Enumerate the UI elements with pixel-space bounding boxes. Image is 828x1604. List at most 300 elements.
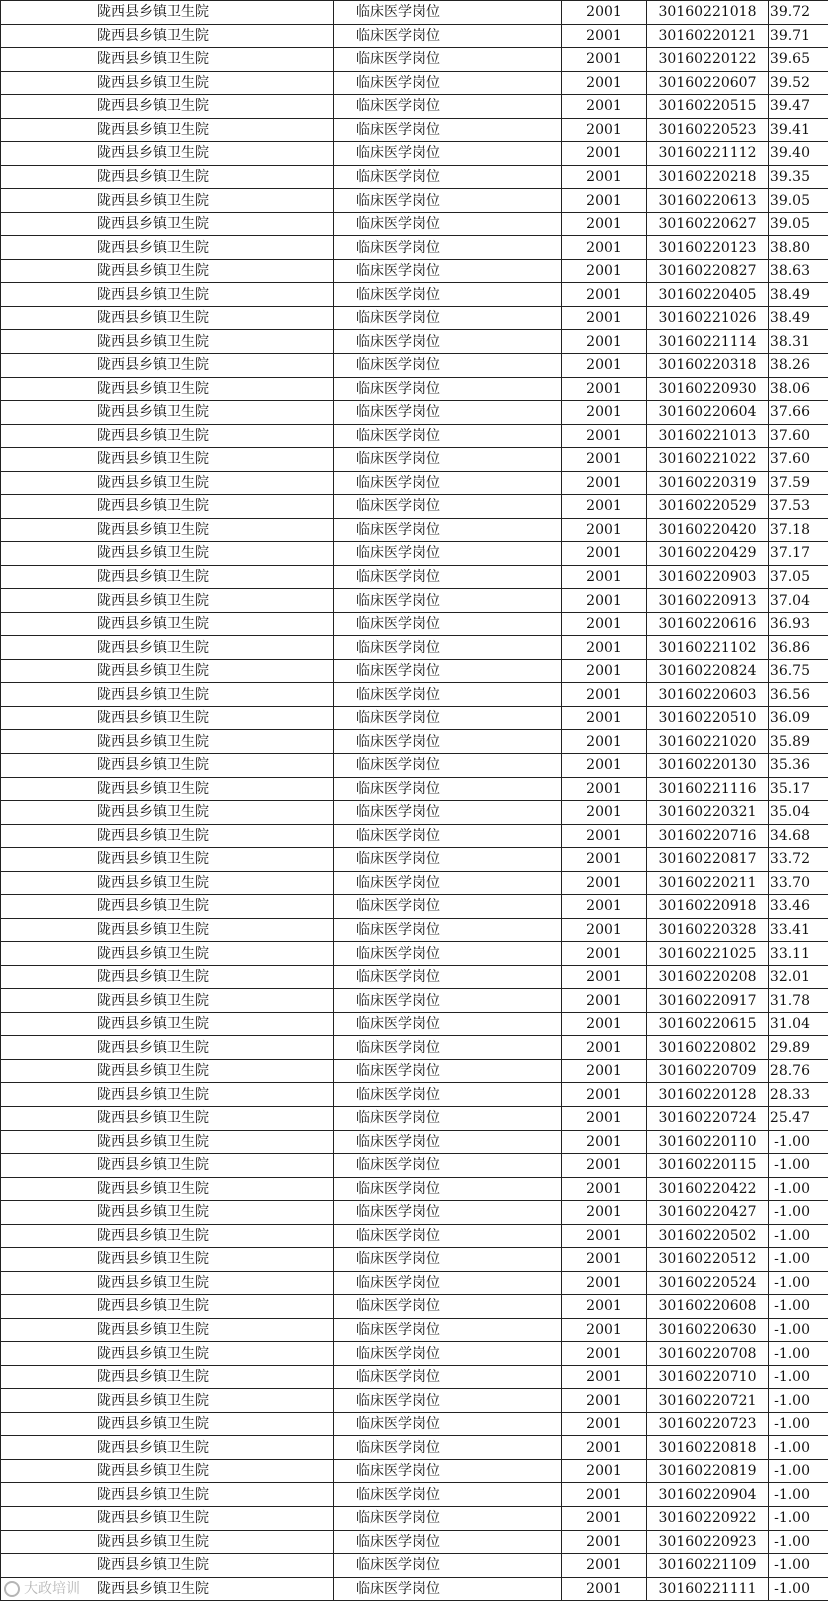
post-code-cell: 2001 <box>562 730 647 754</box>
score-cell: 34.68 <box>769 824 828 848</box>
post-code-cell: 2001 <box>562 118 647 142</box>
score-cell: 38.63 <box>769 259 828 283</box>
ticket-number-cell: 30160220802 <box>647 1036 769 1060</box>
ticket-number-cell: 30160221025 <box>647 942 769 966</box>
unit-name-cell: 陇西县乡镇卫生院 <box>1 1248 334 1272</box>
ticket-number-cell: 30160220903 <box>647 565 769 589</box>
table-row <box>1 24 828 48</box>
unit-name-cell: 陇西县乡镇卫生院 <box>1 1154 334 1178</box>
score-cell: 37.05 <box>769 565 828 589</box>
ticket-number-cell: 30160221102 <box>647 636 769 660</box>
table-row <box>1 448 828 472</box>
post-name-cell: 临床医学岗位 <box>334 1177 562 1201</box>
post-name-cell: 临床医学岗位 <box>334 212 562 236</box>
score-cell: 39.40 <box>769 142 828 166</box>
post-name-cell: 临床医学岗位 <box>334 24 562 48</box>
ticket-number-cell: 30160220616 <box>647 612 769 636</box>
post-name-cell: 临床医学岗位 <box>334 142 562 166</box>
post-name-cell: 临床医学岗位 <box>334 48 562 72</box>
unit-name-cell: 陇西县乡镇卫生院 <box>1 1530 334 1554</box>
score-cell: 25.47 <box>769 1106 828 1130</box>
score-cell: 35.89 <box>769 730 828 754</box>
post-code-cell: 2001 <box>562 353 647 377</box>
ticket-number-cell: 30160220130 <box>647 754 769 778</box>
ticket-number-cell: 30160220627 <box>647 212 769 236</box>
table-row <box>1 1201 828 1225</box>
post-name-cell: 临床医学岗位 <box>334 1271 562 1295</box>
table-row <box>1 306 828 330</box>
post-name-cell: 临床医学岗位 <box>334 283 562 307</box>
score-cell: 39.47 <box>769 95 828 119</box>
ticket-number-cell: 30160220208 <box>647 965 769 989</box>
post-name-cell: 临床医学岗位 <box>334 71 562 95</box>
unit-name-cell: 陇西县乡镇卫生院 <box>1 377 334 401</box>
post-code-cell: 2001 <box>562 448 647 472</box>
ticket-number-cell: 30160220913 <box>647 589 769 613</box>
table-row <box>1 518 828 542</box>
score-cell: 36.56 <box>769 683 828 707</box>
unit-name-cell: 陇西县乡镇卫生院 <box>1 1459 334 1483</box>
post-name-cell: 临床医学岗位 <box>334 683 562 707</box>
score-cell: -1.00 <box>769 1554 828 1578</box>
table-row <box>1 71 828 95</box>
ticket-number-cell: 30160220608 <box>647 1295 769 1319</box>
ticket-number-cell: 30160220709 <box>647 1059 769 1083</box>
post-code-cell: 2001 <box>562 1342 647 1366</box>
post-name-cell: 临床医学岗位 <box>334 1436 562 1460</box>
post-code-cell: 2001 <box>562 1459 647 1483</box>
table-row <box>1 1530 828 1554</box>
ticket-number-cell: 30160220110 <box>647 1130 769 1154</box>
post-code-cell: 2001 <box>562 1130 647 1154</box>
unit-name-cell: 陇西县乡镇卫生院 <box>1 1436 334 1460</box>
ticket-number-cell: 30160220930 <box>647 377 769 401</box>
unit-name-cell: 陇西县乡镇卫生院 <box>1 48 334 72</box>
score-cell: -1.00 <box>769 1201 828 1225</box>
ticket-number-cell: 30160220630 <box>647 1318 769 1342</box>
unit-name-cell: 陇西县乡镇卫生院 <box>1 848 334 872</box>
score-cell: 29.89 <box>769 1036 828 1060</box>
score-cell: 33.11 <box>769 942 828 966</box>
post-code-cell: 2001 <box>562 1177 647 1201</box>
ticket-number-cell: 30160220510 <box>647 706 769 730</box>
score-cell: 37.59 <box>769 471 828 495</box>
post-code-cell: 2001 <box>562 1530 647 1554</box>
ticket-number-cell: 30160220211 <box>647 871 769 895</box>
unit-name-cell: 陇西县乡镇卫生院 <box>1 448 334 472</box>
ticket-number-cell: 30160220710 <box>647 1365 769 1389</box>
unit-name-cell: 陇西县乡镇卫生院 <box>1 1106 334 1130</box>
unit-name-cell: 陇西县乡镇卫生院 <box>1 401 334 425</box>
score-cell: -1.00 <box>769 1248 828 1272</box>
ticket-number-cell: 30160220604 <box>647 401 769 425</box>
unit-name-cell: 陇西县乡镇卫生院 <box>1 659 334 683</box>
table-row <box>1 283 828 307</box>
post-code-cell: 2001 <box>562 1577 647 1601</box>
unit-name-cell: 陇西县乡镇卫生院 <box>1 236 334 260</box>
post-code-cell: 2001 <box>562 1389 647 1413</box>
post-name-cell: 临床医学岗位 <box>334 612 562 636</box>
post-code-cell: 2001 <box>562 24 647 48</box>
ticket-number-cell: 30160220218 <box>647 165 769 189</box>
unit-name-cell: 陇西县乡镇卫生院 <box>1 212 334 236</box>
post-name-cell: 临床医学岗位 <box>334 236 562 260</box>
post-name-cell: 临床医学岗位 <box>334 401 562 425</box>
score-cell: 38.31 <box>769 330 828 354</box>
ticket-number-cell: 30160220615 <box>647 1012 769 1036</box>
post-code-cell: 2001 <box>562 1412 647 1436</box>
table-row <box>1 424 828 448</box>
post-code-cell: 2001 <box>562 1483 647 1507</box>
unit-name-cell: 陇西县乡镇卫生院 <box>1 1 334 25</box>
post-code-cell: 2001 <box>562 471 647 495</box>
table-row <box>1 1342 828 1366</box>
post-code-cell: 2001 <box>562 589 647 613</box>
ticket-number-cell: 30160220818 <box>647 1436 769 1460</box>
table-row <box>1 1577 828 1601</box>
ticket-number-cell: 30160220122 <box>647 48 769 72</box>
unit-name-cell: 陇西县乡镇卫生院 <box>1 518 334 542</box>
score-cell: -1.00 <box>769 1295 828 1319</box>
post-name-cell: 临床医学岗位 <box>334 118 562 142</box>
unit-name-cell: 陇西县乡镇卫生院 <box>1 1412 334 1436</box>
post-code-cell: 2001 <box>562 259 647 283</box>
unit-name-cell: 陇西县乡镇卫生院 <box>1 801 334 825</box>
ticket-number-cell: 30160220817 <box>647 848 769 872</box>
table-row <box>1 330 828 354</box>
score-cell: -1.00 <box>769 1365 828 1389</box>
table-row <box>1 918 828 942</box>
post-code-cell: 2001 <box>562 1554 647 1578</box>
ticket-number-cell: 30160220429 <box>647 542 769 566</box>
post-code-cell: 2001 <box>562 1248 647 1272</box>
table-row <box>1 1036 828 1060</box>
score-cell: 36.93 <box>769 612 828 636</box>
post-code-cell: 2001 <box>562 330 647 354</box>
unit-name-cell: 陇西县乡镇卫生院 <box>1 71 334 95</box>
post-code-cell: 2001 <box>562 965 647 989</box>
table-row <box>1 871 828 895</box>
post-name-cell: 临床医学岗位 <box>334 1059 562 1083</box>
score-cell: 37.17 <box>769 542 828 566</box>
score-cell: 39.35 <box>769 165 828 189</box>
post-name-cell: 临床医学岗位 <box>334 1389 562 1413</box>
post-name-cell: 临床医学岗位 <box>334 1412 562 1436</box>
post-name-cell: 临床医学岗位 <box>334 1507 562 1531</box>
table-row <box>1 1083 828 1107</box>
table-row <box>1 495 828 519</box>
unit-name-cell: 陇西县乡镇卫生院 <box>1 1083 334 1107</box>
table-row <box>1 1436 828 1460</box>
post-name-cell: 临床医学岗位 <box>334 424 562 448</box>
post-name-cell: 临床医学岗位 <box>334 448 562 472</box>
unit-name-cell: 陇西县乡镇卫生院 <box>1 1201 334 1225</box>
score-cell: 31.78 <box>769 989 828 1013</box>
score-cell: 31.04 <box>769 1012 828 1036</box>
unit-name-cell: 陇西县乡镇卫生院 <box>1 306 334 330</box>
table-row <box>1 824 828 848</box>
table-row <box>1 683 828 707</box>
table-row <box>1 1012 828 1036</box>
post-code-cell: 2001 <box>562 401 647 425</box>
post-name-cell: 临床医学岗位 <box>334 754 562 778</box>
ticket-number-cell: 30160220607 <box>647 71 769 95</box>
table-row <box>1 1318 828 1342</box>
post-name-cell: 临床医学岗位 <box>334 165 562 189</box>
table-row <box>1 801 828 825</box>
post-name-cell: 临床医学岗位 <box>334 1130 562 1154</box>
post-code-cell: 2001 <box>562 801 647 825</box>
ticket-number-cell: 30160220819 <box>647 1459 769 1483</box>
unit-name-cell: 陇西县乡镇卫生院 <box>1 565 334 589</box>
score-cell: 37.53 <box>769 495 828 519</box>
unit-name-cell: 陇西县乡镇卫生院 <box>1 142 334 166</box>
score-cell: -1.00 <box>769 1483 828 1507</box>
score-cell: -1.00 <box>769 1130 828 1154</box>
post-code-cell: 2001 <box>562 1 647 25</box>
table-row <box>1 777 828 801</box>
unit-name-cell: 陇西县乡镇卫生院 <box>1 353 334 377</box>
score-cell: 33.46 <box>769 895 828 919</box>
unit-name-cell: 陇西县乡镇卫生院 <box>1 1295 334 1319</box>
post-code-cell: 2001 <box>562 495 647 519</box>
score-cell: 39.52 <box>769 71 828 95</box>
ticket-number-cell: 30160221109 <box>647 1554 769 1578</box>
post-name-cell: 临床医学岗位 <box>334 1295 562 1319</box>
ticket-number-cell: 30160220121 <box>647 24 769 48</box>
score-cell: 36.75 <box>769 659 828 683</box>
ticket-number-cell: 30160221116 <box>647 777 769 801</box>
table-row <box>1 1154 828 1178</box>
score-cell: 37.60 <box>769 448 828 472</box>
table-row <box>1 1224 828 1248</box>
unit-name-cell: 陇西县乡镇卫生院 <box>1 871 334 895</box>
table-row <box>1 1483 828 1507</box>
post-name-cell: 临床医学岗位 <box>334 1459 562 1483</box>
score-cell: 35.36 <box>769 754 828 778</box>
unit-name-cell: 陇西县乡镇卫生院 <box>1 824 334 848</box>
unit-name-cell: 陇西县乡镇卫生院 <box>1 1577 334 1601</box>
score-cell: 39.05 <box>769 212 828 236</box>
score-cell: -1.00 <box>769 1342 828 1366</box>
table-row <box>1 1106 828 1130</box>
score-cell: 38.49 <box>769 306 828 330</box>
score-cell: 39.65 <box>769 48 828 72</box>
table-row <box>1 1365 828 1389</box>
post-code-cell: 2001 <box>562 1507 647 1531</box>
post-name-cell: 临床医学岗位 <box>334 871 562 895</box>
unit-name-cell: 陇西县乡镇卫生院 <box>1 1483 334 1507</box>
ticket-number-cell: 30160221022 <box>647 448 769 472</box>
table-row <box>1 142 828 166</box>
post-name-cell: 临床医学岗位 <box>334 659 562 683</box>
ticket-number-cell: 30160221013 <box>647 424 769 448</box>
table-row <box>1 965 828 989</box>
ticket-number-cell: 30160220917 <box>647 989 769 1013</box>
post-name-cell: 临床医学岗位 <box>334 824 562 848</box>
unit-name-cell: 陇西县乡镇卫生院 <box>1 1389 334 1413</box>
post-code-cell: 2001 <box>562 1201 647 1225</box>
post-code-cell: 2001 <box>562 848 647 872</box>
table-row <box>1 471 828 495</box>
ticket-number-cell: 30160220318 <box>647 353 769 377</box>
ticket-number-cell: 30160220524 <box>647 1271 769 1295</box>
post-code-cell: 2001 <box>562 306 647 330</box>
score-cell: 38.80 <box>769 236 828 260</box>
score-cell: 35.17 <box>769 777 828 801</box>
post-code-cell: 2001 <box>562 377 647 401</box>
post-name-cell: 临床医学岗位 <box>334 1 562 25</box>
ticket-number-cell: 30160220427 <box>647 1201 769 1225</box>
table-row <box>1 118 828 142</box>
post-name-cell: 临床医学岗位 <box>334 918 562 942</box>
table-row <box>1 1389 828 1413</box>
table-row <box>1 942 828 966</box>
table-row <box>1 636 828 660</box>
ticket-number-cell: 30160221026 <box>647 306 769 330</box>
unit-name-cell: 陇西县乡镇卫生院 <box>1 1271 334 1295</box>
post-name-cell: 临床医学岗位 <box>334 518 562 542</box>
post-name-cell: 临床医学岗位 <box>334 95 562 119</box>
score-cell: 35.04 <box>769 801 828 825</box>
score-cell: -1.00 <box>769 1318 828 1342</box>
table-row <box>1 542 828 566</box>
unit-name-cell: 陇西县乡镇卫生院 <box>1 1554 334 1578</box>
post-name-cell: 临床医学岗位 <box>334 1083 562 1107</box>
watermark-logo-icon <box>4 1581 20 1597</box>
score-cell: -1.00 <box>769 1271 828 1295</box>
post-name-cell: 临床医学岗位 <box>334 306 562 330</box>
post-code-cell: 2001 <box>562 1012 647 1036</box>
post-code-cell: 2001 <box>562 565 647 589</box>
ticket-number-cell: 30160220319 <box>647 471 769 495</box>
post-name-cell: 临床医学岗位 <box>334 636 562 660</box>
unit-name-cell: 陇西县乡镇卫生院 <box>1 1130 334 1154</box>
ticket-number-cell: 30160220115 <box>647 1154 769 1178</box>
post-name-cell: 临床医学岗位 <box>334 706 562 730</box>
post-code-cell: 2001 <box>562 189 647 213</box>
table-row <box>1 1248 828 1272</box>
post-code-cell: 2001 <box>562 424 647 448</box>
score-cell: -1.00 <box>769 1577 828 1601</box>
table-row <box>1 1271 828 1295</box>
unit-name-cell: 陇西县乡镇卫生院 <box>1 942 334 966</box>
unit-name-cell: 陇西县乡镇卫生院 <box>1 1507 334 1531</box>
score-cell: 28.33 <box>769 1083 828 1107</box>
score-cell: 37.04 <box>769 589 828 613</box>
post-name-cell: 临床医学岗位 <box>334 1036 562 1060</box>
score-cell: 39.05 <box>769 189 828 213</box>
unit-name-cell: 陇西县乡镇卫生院 <box>1 589 334 613</box>
score-cell: 36.09 <box>769 706 828 730</box>
unit-name-cell: 陇西县乡镇卫生院 <box>1 24 334 48</box>
table-row <box>1 259 828 283</box>
post-code-cell: 2001 <box>562 918 647 942</box>
score-cell: 38.26 <box>769 353 828 377</box>
ticket-number-cell: 30160221114 <box>647 330 769 354</box>
unit-name-cell: 陇西县乡镇卫生院 <box>1 1342 334 1366</box>
post-name-cell: 临床医学岗位 <box>334 730 562 754</box>
post-code-cell: 2001 <box>562 777 647 801</box>
post-name-cell: 临床医学岗位 <box>334 1318 562 1342</box>
post-name-cell: 临床医学岗位 <box>334 848 562 872</box>
ticket-number-cell: 30160220422 <box>647 1177 769 1201</box>
unit-name-cell: 陇西县乡镇卫生院 <box>1 1059 334 1083</box>
table-row <box>1 659 828 683</box>
score-cell: 32.01 <box>769 965 828 989</box>
post-name-cell: 临床医学岗位 <box>334 965 562 989</box>
unit-name-cell: 陇西县乡镇卫生院 <box>1 542 334 566</box>
post-name-cell: 临床医学岗位 <box>334 542 562 566</box>
score-cell: 39.72 <box>769 1 828 25</box>
score-table-body <box>1 1 828 1601</box>
post-code-cell: 2001 <box>562 518 647 542</box>
ticket-number-cell: 30160220328 <box>647 918 769 942</box>
table-row <box>1 895 828 919</box>
post-code-cell: 2001 <box>562 48 647 72</box>
post-name-cell: 临床医学岗位 <box>334 353 562 377</box>
post-code-cell: 2001 <box>562 212 647 236</box>
table-row <box>1 1177 828 1201</box>
score-cell: 33.72 <box>769 848 828 872</box>
score-cell: -1.00 <box>769 1154 828 1178</box>
unit-name-cell: 陇西县乡镇卫生院 <box>1 1365 334 1389</box>
post-code-cell: 2001 <box>562 706 647 730</box>
post-code-cell: 2001 <box>562 871 647 895</box>
table-row <box>1 589 828 613</box>
unit-name-cell: 陇西县乡镇卫生院 <box>1 636 334 660</box>
ticket-number-cell: 30160220827 <box>647 259 769 283</box>
post-code-cell: 2001 <box>562 1295 647 1319</box>
table-row <box>1 236 828 260</box>
post-code-cell: 2001 <box>562 1036 647 1060</box>
post-name-cell: 临床医学岗位 <box>334 1530 562 1554</box>
post-code-cell: 2001 <box>562 1224 647 1248</box>
score-cell: 33.41 <box>769 918 828 942</box>
unit-name-cell: 陇西县乡镇卫生院 <box>1 283 334 307</box>
post-code-cell: 2001 <box>562 636 647 660</box>
unit-name-cell: 陇西县乡镇卫生院 <box>1 189 334 213</box>
ticket-number-cell: 30160220824 <box>647 659 769 683</box>
unit-name-cell: 陇西县乡镇卫生院 <box>1 965 334 989</box>
score-cell: -1.00 <box>769 1412 828 1436</box>
table-row <box>1 730 828 754</box>
post-name-cell: 临床医学岗位 <box>334 942 562 966</box>
table-row <box>1 565 828 589</box>
ticket-number-cell: 30160221112 <box>647 142 769 166</box>
table-row <box>1 1130 828 1154</box>
unit-name-cell: 陇西县乡镇卫生院 <box>1 1036 334 1060</box>
score-cell: -1.00 <box>769 1389 828 1413</box>
score-cell: 33.70 <box>769 871 828 895</box>
unit-name-cell: 陇西县乡镇卫生院 <box>1 754 334 778</box>
ticket-number-cell: 30160221111 <box>647 1577 769 1601</box>
post-name-cell: 临床医学岗位 <box>334 1365 562 1389</box>
post-name-cell: 临床医学岗位 <box>334 1106 562 1130</box>
post-code-cell: 2001 <box>562 142 647 166</box>
unit-name-cell: 陇西县乡镇卫生院 <box>1 330 334 354</box>
table-row <box>1 212 828 236</box>
post-name-cell: 临床医学岗位 <box>334 189 562 213</box>
watermark <box>4 1578 80 1598</box>
ticket-number-cell: 30160220922 <box>647 1507 769 1531</box>
table-row <box>1 165 828 189</box>
unit-name-cell: 陇西县乡镇卫生院 <box>1 612 334 636</box>
table-row <box>1 848 828 872</box>
ticket-number-cell: 30160220523 <box>647 118 769 142</box>
ticket-number-cell: 30160220716 <box>647 824 769 848</box>
post-name-cell: 临床医学岗位 <box>334 1248 562 1272</box>
